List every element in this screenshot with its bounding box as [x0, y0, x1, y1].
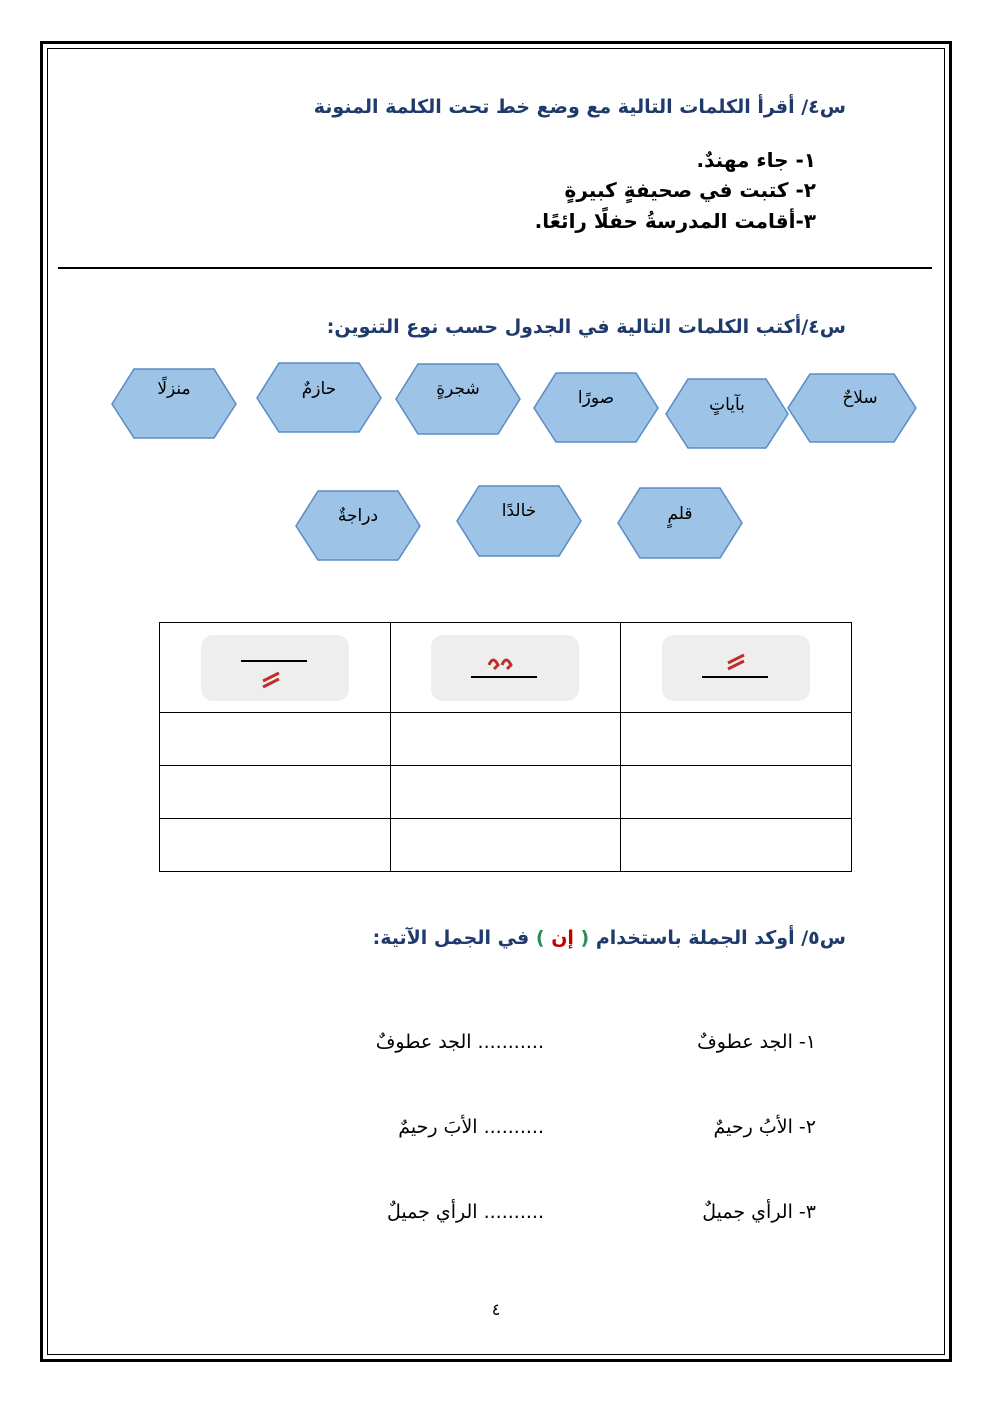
- q4b-title: س٤/أكتب الكلمات التالية في الجدول حسب نوع التنوين:: [326, 316, 846, 338]
- hex-word-manzilan: منزلًا: [157, 379, 191, 399]
- table-cell[interactable]: [160, 766, 391, 819]
- hexagon-khalidan: [457, 486, 581, 556]
- table-cell[interactable]: [160, 819, 391, 872]
- table-cell[interactable]: [160, 713, 391, 766]
- hex-word-qalamin: قلمٍ: [667, 504, 693, 524]
- hex-word-hazimun: حازمٌ: [301, 379, 337, 399]
- q5-sentence-3: ٣- الرأي جميلٌ: [702, 1201, 816, 1223]
- q5-title-suffix: في الجمل الآتية:: [372, 927, 530, 949]
- q5-paren-close: ): [535, 927, 545, 949]
- q5-sentence-1: ١- الجد عطوفٌ: [697, 1031, 816, 1053]
- q5-paren-open: (: [580, 927, 590, 949]
- q4a-title: س٤/ أقرأ الكلمات التالية مع وضع خط تحت الكلمة المنونة: [313, 96, 846, 118]
- word-hexagons: [0, 0, 992, 600]
- hexagon-silahun: [788, 374, 916, 442]
- fathatayn-mark: [662, 635, 810, 701]
- kasratayn-icon: [201, 635, 349, 701]
- kasratayn-mark: [201, 635, 349, 701]
- table-cell[interactable]: [621, 766, 852, 819]
- table-header-row: [160, 623, 852, 713]
- header-dammatayn: [390, 623, 621, 713]
- fathatayn-icon: [662, 635, 810, 701]
- dammatayn-mark: [431, 635, 579, 701]
- q5-title-prefix: س٥/ أوكد الجملة باستخدام: [595, 927, 846, 949]
- hex-word-khalidan: خالدًا: [501, 501, 537, 521]
- q5-answer-2[interactable]: .......... الأبَ رحيمٌ: [398, 1116, 544, 1138]
- header-fathatayn: [621, 623, 852, 713]
- table-cell[interactable]: [390, 819, 621, 872]
- table-row: [160, 819, 852, 872]
- table-row: [160, 766, 852, 819]
- q5-sentence-2: ٢- الأبُ رحيمٌ: [713, 1116, 816, 1138]
- hex-word-biayatin: بآياتٍ: [709, 395, 745, 415]
- table-cell[interactable]: [390, 713, 621, 766]
- q5-answer-1[interactable]: ........... الجد عطوفٌ: [375, 1031, 544, 1053]
- q5-title: [373, 927, 846, 949]
- table-row: [160, 713, 852, 766]
- table-cell[interactable]: [390, 766, 621, 819]
- q4a-item-3: ٣-أقامت المدرسةُ حفلًا رائعًا.: [534, 209, 816, 233]
- q4a-item-1: ١- جاء مهندٌ.: [696, 148, 816, 172]
- q5-answer-3[interactable]: .......... الرأي جميلٌ: [386, 1201, 544, 1223]
- hex-word-silahun: سلاحٌ: [842, 388, 878, 408]
- hex-word-suwaran: صورًا: [577, 388, 615, 408]
- page-number: ٤: [491, 1300, 501, 1319]
- table-cell[interactable]: [621, 819, 852, 872]
- dammatayn-icon: [431, 635, 579, 701]
- hex-word-shajaratin: شجرةٍ: [436, 379, 480, 399]
- tanween-table: [159, 622, 852, 872]
- q5-particle: إن: [551, 927, 574, 949]
- table-cell[interactable]: [621, 713, 852, 766]
- hex-word-darrajatun: دراجةٌ: [337, 506, 379, 526]
- header-kasratayn: [160, 623, 391, 713]
- q4a-item-2: ٢- كتبت في صحيفةٍ كبيرةٍ: [564, 178, 816, 202]
- hexagon-shajaratin: [396, 364, 520, 434]
